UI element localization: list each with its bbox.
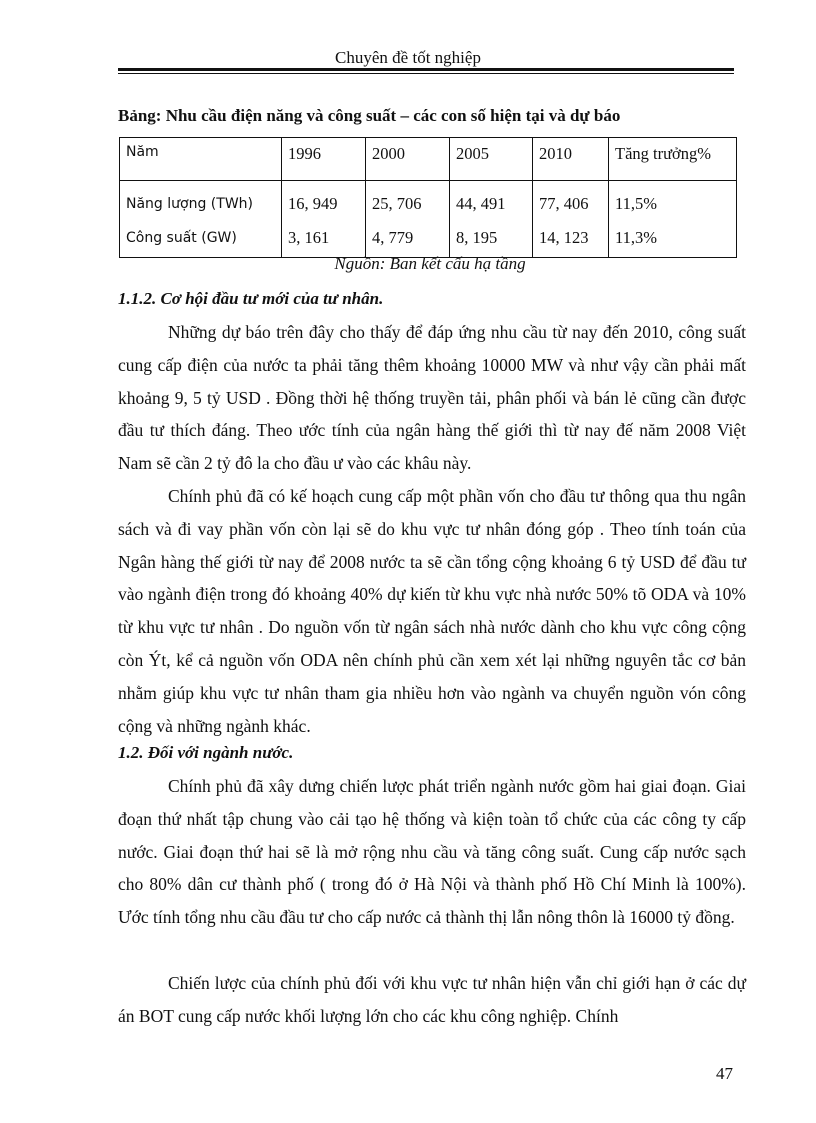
table-header-cell: Năm (120, 138, 282, 181)
table-cell (450, 181, 533, 258)
table-header-cell: 2010 (533, 138, 609, 181)
table-cell (609, 181, 737, 258)
paragraph: Chính phủ đã có kế hoạch cung cấp một phần vốn cho đầu tư thông qua thu ngân sách và đi vay phần vốn còn lại sẽ do khu vực tư nhân đóng góp . Theo tính toán của Ngân hàng thế giới từ nay để 2008 nước ta sẽ cần tổng cộng khoảng 6 tỷ USD để đầu tư vào ngành điện trong đó khoảng 40% dự kiến từ khu vực nhà nước 50% tõ ODA và 10% từ khu vực tư nhân . Do nguồn vốn từ ngân sách nhà nước dành cho khu vực công cộng còn Ýt, kể cả nguồn vốn ODA nên chính phủ cần xem xét lại những nguyên tắc cơ bản nhằm giúp khu vực tư nhân tham gia nhiều hơn vào ngành va chuyển nguồn vón công cộng và những ngành khác. (118, 486, 746, 736)
table-value: 77, 406 (539, 194, 589, 213)
paragraph: Chính phủ đã xây dưng chiến lược phát triển ngành nước gồm hai giai đoạn. Giai đoạn thứ nhất tập chung vào cải tạo hệ thống và kiện toàn tổ chức của các công ty cấp nước. Giai đoạn thứ hai sẽ là mở rộng nhu cầu và tăng công suất. Cung cấp nước sạch cho 80% dân cư thành phố ( trong đó ở Hà Nội và thành phố Hồ Chí Minh là 100%). Ước tính tổng nhu cầu đầu tư cho cấp nước cả thành thị lẫn nông thôn là 16000 tỷ đồng. (118, 776, 746, 928)
header-rule-thin (118, 73, 734, 74)
row-label-capacity: Công suất (GW) (126, 230, 237, 246)
section-heading-1-2: 1.2. Đối với ngành nước. (118, 743, 294, 762)
table-header-row (120, 138, 737, 181)
table-value: 11,5% (615, 194, 658, 213)
table-value: 11,3% (615, 228, 658, 247)
table-value: 44, 491 (456, 194, 506, 213)
table-value: 14, 123 (539, 228, 589, 247)
row-label-energy: Năng lượng (TWh) (126, 196, 253, 212)
table-cell (533, 181, 609, 258)
table-header-cell: Tăng trưởng% (609, 138, 737, 181)
table-cell (282, 181, 366, 258)
table-row (120, 181, 737, 258)
paragraph: Chiến lược của chính phủ đối với khu vực tư nhân hiện vẫn chỉ giới hạn ở các dự án BOT cung cấp nước khối lượng lớn cho các khu công nghiệp. Chính (118, 973, 746, 1026)
data-table (119, 137, 737, 258)
table-header-cell: 2000 (366, 138, 450, 181)
table-value: 16, 949 (288, 194, 338, 213)
paragraph: Những dự báo trên đây cho thấy để đáp ứng nhu cầu từ nay đến 2010, công suất cung cấp điện của nước ta phải tăng thêm khoảng 10000 MW và như vậy cần phải mất khoảng 9, 5 tỷ USD . Đồng thời hệ thống truyền tải, phân phối và bán lẻ cũng cần được đầu tư thích đáng. Theo ước tính của ngân hàng thế giới thì từ nay đế năm 2008 Việt Nam sẽ cần 2 tỷ đô la cho đầu ư vào các khâu này. (118, 322, 746, 474)
table-value: 4, 779 (372, 228, 414, 247)
page-number: 47 (716, 1064, 733, 1083)
page-header-title: Chuyên đề tốt nghiệp (335, 48, 481, 67)
table-header-cell: 2005 (450, 138, 533, 181)
table-value: 25, 706 (372, 194, 422, 213)
header-rule-thick (118, 68, 734, 71)
table-value: 8, 195 (456, 228, 498, 247)
table-caption: Bảng: Nhu cầu điện năng và công suất – các con số hiện tại và dự báo (118, 106, 621, 125)
table-source-note: Nguồn: Ban kết cấu hạ tầng (334, 254, 526, 273)
table-cell (120, 181, 282, 258)
table-cell (366, 181, 450, 258)
section-heading-1-1-2: 1.1.2. Cơ hội đầu tư mới của tư nhân. (118, 289, 384, 308)
table-header-cell: 1996 (282, 138, 366, 181)
table-value: 3, 161 (288, 228, 330, 247)
